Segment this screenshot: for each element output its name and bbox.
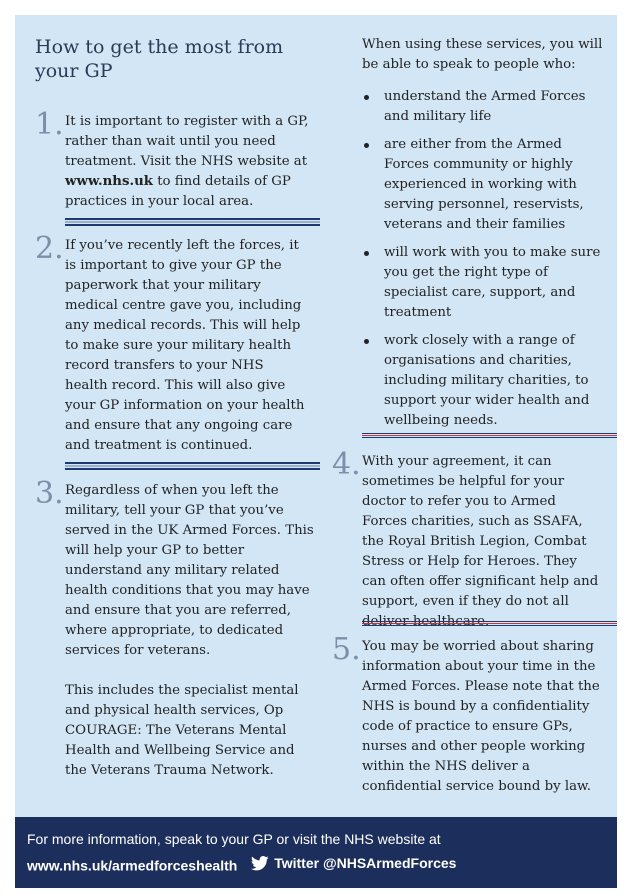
- footer-text: For more information, speak to your GP or visit the NHS website at: [27, 831, 441, 847]
- item-number: 5.: [332, 632, 361, 667]
- item-text: It is important to register with a GP, rather than wait until you need treatment. Visit the NHS website at www.nhs.uk to find details of GP practices in your local area.: [65, 114, 309, 209]
- item-number: 4.: [332, 447, 361, 482]
- item-number: 3.: [35, 476, 64, 511]
- item-text: If you’ve recently left the forces, it is important to give your GP the paperwork that your military medical centre gave you, including any medical records. This will help to make sure your military health record transfers to your NHS health record. This will also give your GP information on your health and ensure that any ongoing care and treatment is continued.: [65, 238, 305, 453]
- divider: [362, 433, 617, 441]
- item-text: Regardless of when you left the military, tell your GP that you’ve served in the UK Armed Forces. This will help your GP to better understand any military related health conditions that you may have and ensure that you are referred, where appropriate, to dedicated services for veterans. This includes the specialist mental and physical health services, Op COURAGE: The Veterans Mental Health and Wellbeing Service and the Veterans Trauma Network.: [65, 483, 314, 778]
- divider: [65, 462, 320, 470]
- nhs-link[interactable]: www.nhs.uk: [65, 174, 153, 189]
- services-list: [362, 87, 607, 431]
- footer-url-link[interactable]: www.nhs.uk/armedforceshealth: [27, 857, 238, 874]
- item-text: You may be worried about sharing information about your time in the Armed Forces. Please note that the NHS is bound by a confidentiality code of practice to ensure GPs, nurses and other people working within the NHS deliver a confidential service bound by law.: [362, 639, 600, 794]
- twitter-bird-icon: [251, 856, 269, 871]
- item-number: 1.: [35, 107, 64, 142]
- list-item: work closely with a range of organisations and charities, including military charities, to support your wider health and wellbeing needs.: [362, 331, 607, 431]
- page-title: How to get the most from your GP: [35, 36, 284, 82]
- divider: [362, 621, 617, 629]
- services-block: [362, 35, 607, 439]
- list-item: are either from the Armed Forces community or highly experienced in working with serving personnel, reservists, veterans and their families: [362, 135, 607, 235]
- list-item: will work with you to make sure you get the right type of specialist care, support, and treatment: [362, 243, 607, 323]
- services-intro: When using these services, you will be able to speak to people who:: [362, 37, 603, 72]
- twitter-link[interactable]: Twitter @NHSArmedForces: [251, 855, 456, 871]
- content-panel: [15, 15, 617, 817]
- list-item: understand the Armed Forces and military life: [362, 87, 607, 127]
- footer-links: [27, 855, 456, 874]
- item-text: With your agreement, it can sometimes be helpful for your doctor to refer you to Armed Forces charities, such as SSAFA, the Royal British Legion, Combat Stress or Help for Heroes. They can often offer significant help and support, even if they do not all: [362, 454, 599, 609]
- item-number: 2.: [35, 231, 64, 266]
- divider: [65, 218, 320, 226]
- footer: [15, 817, 617, 888]
